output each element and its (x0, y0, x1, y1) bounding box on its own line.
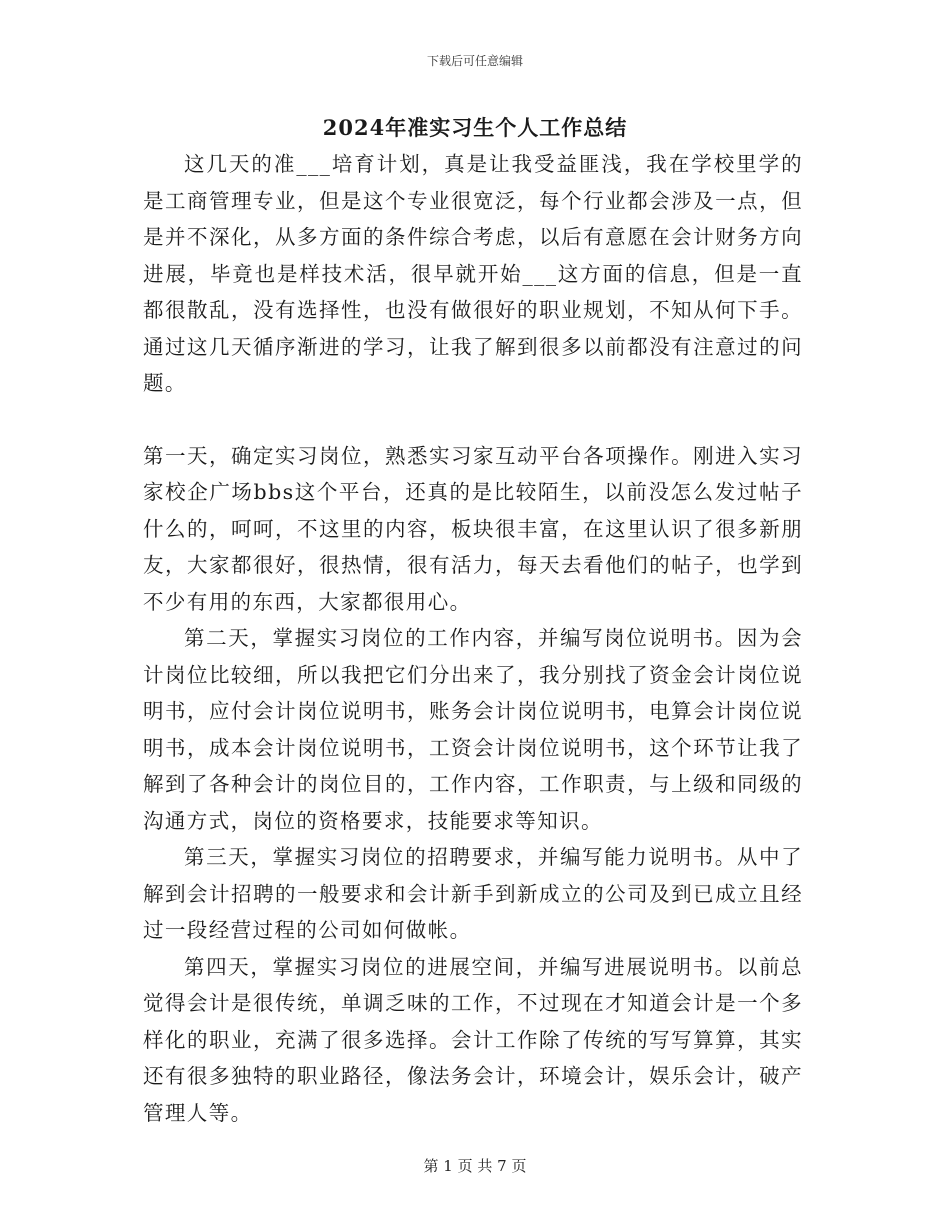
header-note: 下载后可任意编辑 (426, 54, 523, 68)
document-body (143, 146, 803, 1131)
paragraph-day-four: 第四天，掌握实习岗位的进展空间，并编写进展说明书。以前总觉得会计是很传统，单调乏味的工作，不过现在才知道会计是一个多样化的职业，充满了很多选择。会计工作除了传统的写写算算，其实还有很多独特的职业路径，像法务会计，环境会计，娱乐会计，破产管理人等。 (143, 954, 803, 1125)
paragraph-day-one: 第一天，确定实习岗位，熟悉实习家互动平台各项操作。刚进入实习家校企广场bbs这个平台，还真的是比较陌生，以前没怎么发过帖子什么的，呵呵，不这里的内容，板块很丰富，在这里认识了很多新朋友，大家都很好，很热情，很有活力，每天去看他们的帖子，也学到不少有用的东西，大家都很用心。 (143, 443, 803, 614)
paragraph-day-three: 第三天，掌握实习岗位的招聘要求，并编写能力说明书。从中了解到会计招聘的一般要求和会计新手到新成立的公司及到已成立且经过一段经营过程的公司如何做帐。 (143, 845, 803, 942)
page-number: 第 1 页 共 7 页 (423, 1157, 527, 1175)
paragraph-intro: 这几天的准___培育计划，真是让我受益匪浅，我在学校里学的是工商管理专业，但是这个专业很宽泛，每个行业都会涉及一点，但是并不深化，从多方面的条件综合考虑，以后有意愿在会计财务方向进展，毕竟也是样技术活，很早就开始___这方面的信息，但是一直都很散乱，没有选择性，也没有做很好的职业规划，不知从何下手。通过这几天循序渐进的学习，让我了解到很多以前都没有注意过的问题。 (143, 152, 803, 395)
paragraph-day-two: 第二天，掌握实习岗位的工作内容，并编写岗位说明书。因为会计岗位比较细，所以我把它们分出来了，我分别找了资金会计岗位说明书，应付会计岗位说明书，账务会计岗位说明书，电算会计岗位说明书，成本会计岗位说明书，工资会计岗位说明书，这个环节让我了解到了各种会计的岗位目的，工作内容，工作职责，与上级和同级的沟通方式，岗位的资格要求，技能要求等知识。 (143, 626, 803, 833)
document-title: 2024年准实习生个人工作总结 (322, 115, 628, 140)
